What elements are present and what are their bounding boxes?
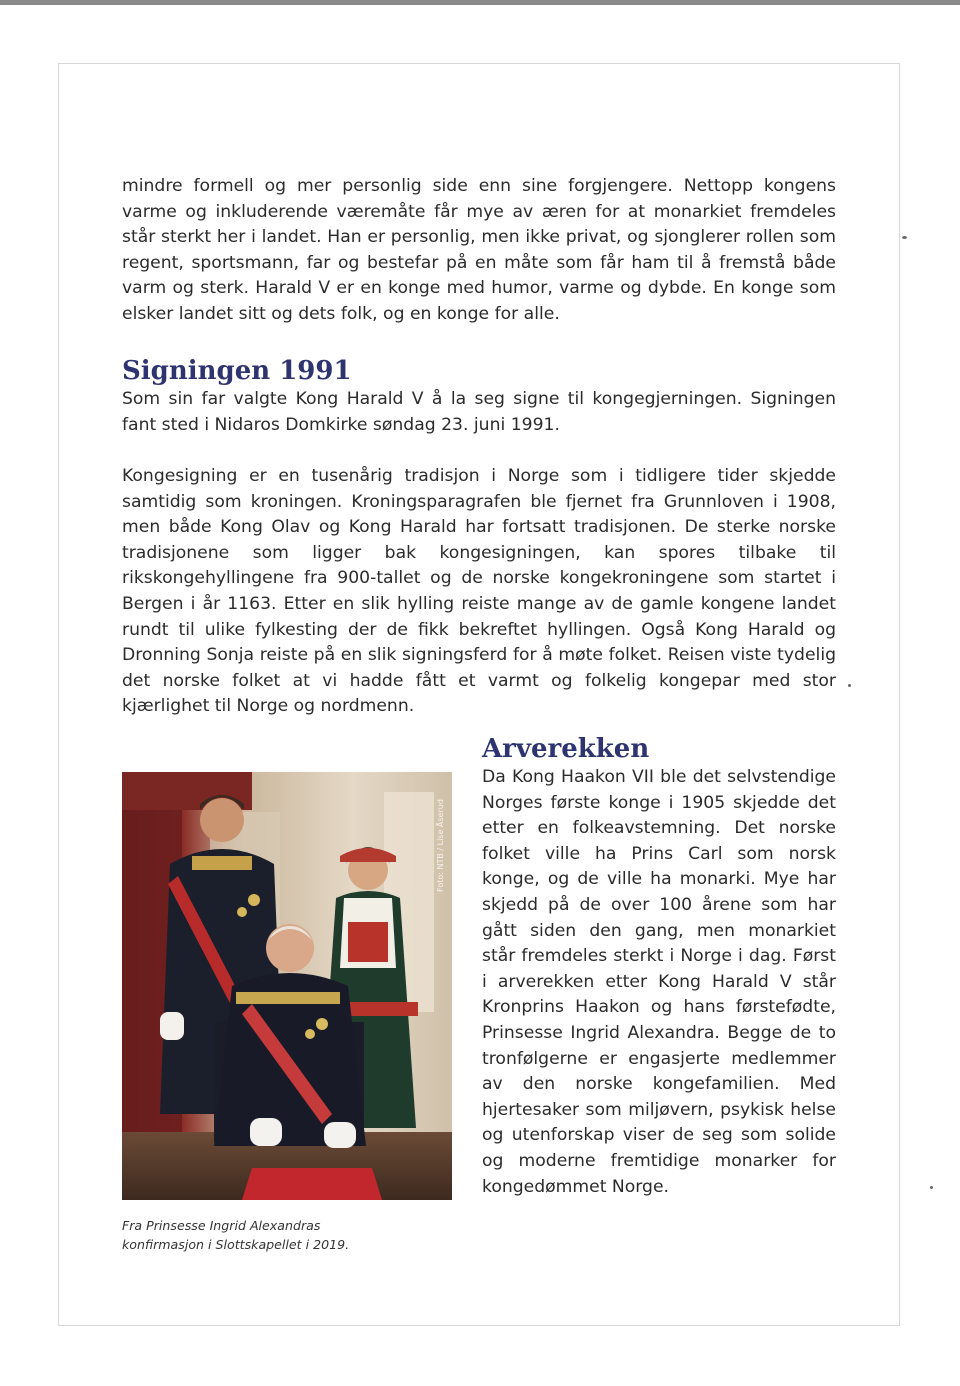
succession-heading: Arverekken	[482, 734, 650, 764]
caption-line-1: Fra Prinsesse Ingrid Alexandras	[122, 1218, 321, 1233]
signing-paragraph-2: Kongesigning er en tusenårig tradisjon i Norge som i tidligere tider skjedde samtidig som kroningen. Kroningsparagrafen ble fjernet fra Grunnloven i 1908, men både Kong Olav og Kong Harald har fortsatt tradisjonen. De sterke norske tradisjonene som ligger bak kongesigningen, kan spores tilbake til rikskongehyllingene fra 900-tallet og de norske kongekroningene som startet i Bergen i år 1163. Etter en slik hylling reiste mange av de gamle kongene landet rundt til ulike fylkesting der de fikk bekreftet hyllingen. Også Kong Harald og Dronning Sonja reiste på en slik signingsferd for å møte folket. Reisen viste tydelig det norske folket at vi hadde fått et varmt og folkelig kongepar med stor kjærlighet til Norge og nordmenn.	[122, 466, 836, 717]
scan-top-edge	[0, 0, 960, 5]
scan-speck	[902, 236, 907, 239]
scan-speck	[930, 1186, 933, 1189]
royal-family-photo	[122, 772, 452, 1200]
photo-caption	[122, 1216, 422, 1254]
intro-paragraph: mindre formell og mer personlig side enn sine forgjengere. Nettopp kongens varme og inkluderende væremåte får mye av æren for at monarkiet fremdeles står sterkt her i landet. Han er personlig, men ikke privat, og sjonglerer rollen som regent, sportsmann, far og bestefar på en måte som får ham til å fremstå både varm og sterk. Harald V er en konge med humor, varme og dybde. En konge som elsker landet sitt og dets folk, og en konge for alle.	[122, 176, 836, 324]
caption-line-2: konfirmasjon i Slottskapellet i 2019.	[122, 1237, 350, 1252]
photo-credit: Foto: NTB / Lise Åserud	[436, 799, 445, 892]
signing-heading: Signingen 1991	[122, 356, 352, 386]
succession-paragraph: Da Kong Haakon VII ble det selvstendige Norges første konge i 1905 skjedde det etter en folkeavstemning. Det norske folket ville ha Prins Carl som norsk konge, og de ville ha monarki. Mye har skjedd på de over 100 årene som har gått siden den gang, men monarkiet står fremdeles sterkt i Norge i dag. Først i arverekken etter Kong Harald V står Kronprins Haakon og hans førstefødte, Prinsesse Ingrid Alexandra. Begge de to tronfølgerne er engasjerte medlemmer av den norske kongefamilien. Med hjertesaker som miljøvern, psykisk helse og utenforskap viser de seg som solide og moderne fremtidige monarker for kongedømmet Norge.	[482, 767, 836, 1197]
signing-paragraph-1: Som sin far valgte Kong Harald V å la seg signe til kongegjerningen. Signingen fant sted i Nidaros Domkirke søndag 23. juni 1991.	[122, 389, 836, 435]
scan-speck	[848, 684, 851, 687]
